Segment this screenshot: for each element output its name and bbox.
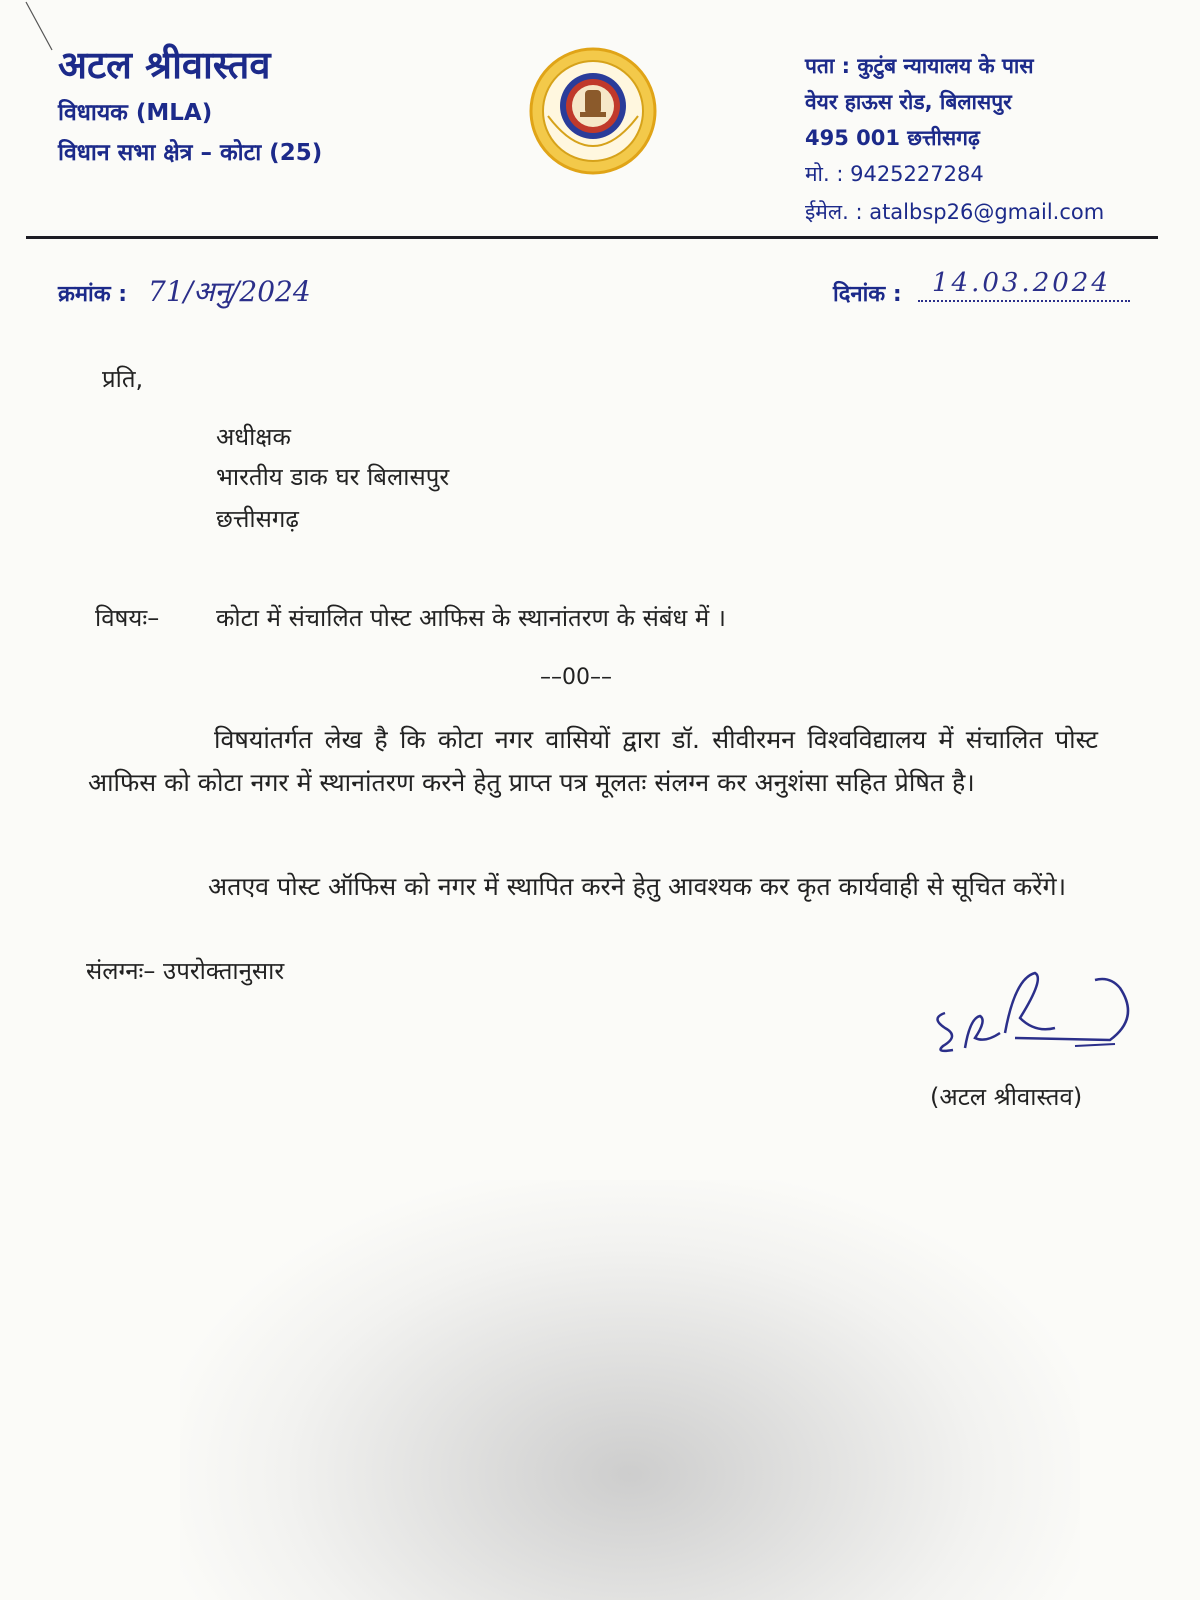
signatory-name: (अटल श्रीवास्तव) [930, 1083, 1083, 1111]
email-address: ईमेल. : atalbsp26@gmail.com [805, 200, 1105, 224]
pen-stroke-mark [22, 0, 62, 55]
date-value: 14.03.2024 [932, 268, 1111, 298]
photo-shadow [180, 1180, 1080, 1600]
date-dotted-line [918, 300, 1130, 302]
address-line-1: पता : कुटुंब न्यायालय के पास [805, 54, 1034, 78]
sender-name: अटल श्रीवास्तव [58, 43, 271, 87]
header-divider [26, 236, 1158, 239]
address-line-2: वेयर हाऊस रोड, बिलासपुर [805, 90, 1012, 114]
subject-label: विषयः– [95, 604, 160, 632]
body-paragraph: अतएव पोस्ट ऑफिस को नगर में स्थापित करने हेतु आवश्यक कर कृत कार्यवाही से सूचित करेंगे। [208, 872, 1067, 901]
recipient-line: अधीक्षक [216, 423, 291, 451]
salutation-to: प्रति, [102, 365, 144, 393]
recipient-line: भारतीय डाक घर बिलासपुर [216, 463, 450, 491]
mobile-number: मो. : 9425227284 [805, 162, 984, 186]
enclosure-note: संलग्नः– उपरोक्तानुसार [86, 957, 285, 985]
section-separator: ––00–– [540, 665, 612, 690]
chhattisgarh-vidhansabha-emblem-icon [528, 46, 658, 176]
recipient-line: छत्तीसगढ़ [216, 505, 299, 533]
body-paragraph: विषयांतर्गत लेख है कि कोटा नगर वासियों द्वारा डॉ. सीवीरमन विश्वविद्यालय में संचालित पोस्ट आफिस को कोटा नगर में स्थानांतरण करने हेतु प्राप्त पत्र मूलतः संलग्न कर अनुशंसा सहित प्रेषित है। [88, 725, 1098, 797]
address-line-3: 495 001 छत्तीसगढ़ [805, 126, 980, 150]
reference-label: क्रमांक : [58, 282, 128, 307]
subject-text: कोटा में संचालित पोस्ट आफिस के स्थानांतरण के संबंध में । [216, 604, 726, 632]
reference-number: 71/अनु/2024 [148, 275, 311, 308]
handwritten-signature [925, 958, 1140, 1078]
date-label: दिनांक : [833, 282, 902, 307]
sender-constituency: विधान सभा क्षेत्र – कोटा (25) [58, 140, 323, 166]
sender-designation: विधायक (MLA) [58, 100, 213, 126]
